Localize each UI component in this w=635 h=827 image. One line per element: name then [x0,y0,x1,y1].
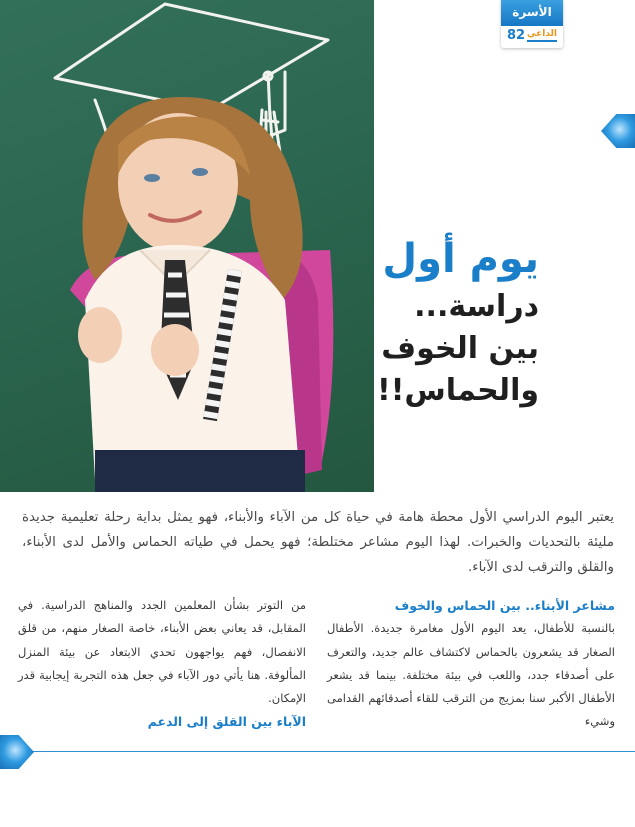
section-label: الأسرة [501,0,563,26]
section1-body: بالنسبة للأطفال، يعد اليوم الأول مغامرة جديدة. الأطفال الصغار قد يشعرون بالحماس لاكتشاف عالم جديد، والتعرف على أصدقاء جدد، واللعب في بيئة مختلفة. بينما قد يشعر الأطفال الأكبر سنا بمزيج من الترقب للقاء أصدقائهم القدامى وشيء [327,621,615,729]
blue-arrow-icon [601,114,635,148]
intro-paragraph: يعتبر اليوم الدراسي الأول محطة هامة في حياة كل من الآباء والأبناء، فهو يمثل بداية رحلة تعليمية جديدة مليئة بالتحديات والخبرات. لهذا اليوم مشاعر مختلطة؛ فهو يحمل في طياته الحماس والأمل لدى الأبناء، والقلق والترقب لدى الآباء. [22,510,614,575]
title-line-3: بين الخوف [381,331,539,366]
title-line-2: دراسة... [414,289,539,324]
article-title [369,232,539,412]
section1-heading: مشاعر الأبناء.. بين الحماس والخوف [394,598,615,613]
hero-photo [0,0,374,492]
girl-with-graduation-cap-drawing [0,0,374,492]
title-line-1: يوم أول [382,236,539,282]
blue-arrow-icon [0,735,34,769]
section2-heading: الآباء بين القلق إلى الدعم [147,714,306,730]
bottom-rule [28,751,635,752]
column-left [18,594,306,734]
page-number: 82 [507,28,526,43]
section-tab [501,0,563,48]
column-right [327,594,615,734]
title-line-4: والحماس!! [377,373,539,408]
magazine-logo: الداعي [527,29,557,42]
section1-continued: من التوتر بشأن المعلمين الجدد والمناهج الدراسية. في المقابل، قد يعاني بعض الأبناء، خاصة الصغار منهم، من قلق الانفصال، فهم يواجهون تحدي الابتعاد عن بيئة المنزل المألوفة. هنا يأتي دور الآباء في جعل هذه التجربة إيجابية قدر الإمكان. [18,598,306,706]
